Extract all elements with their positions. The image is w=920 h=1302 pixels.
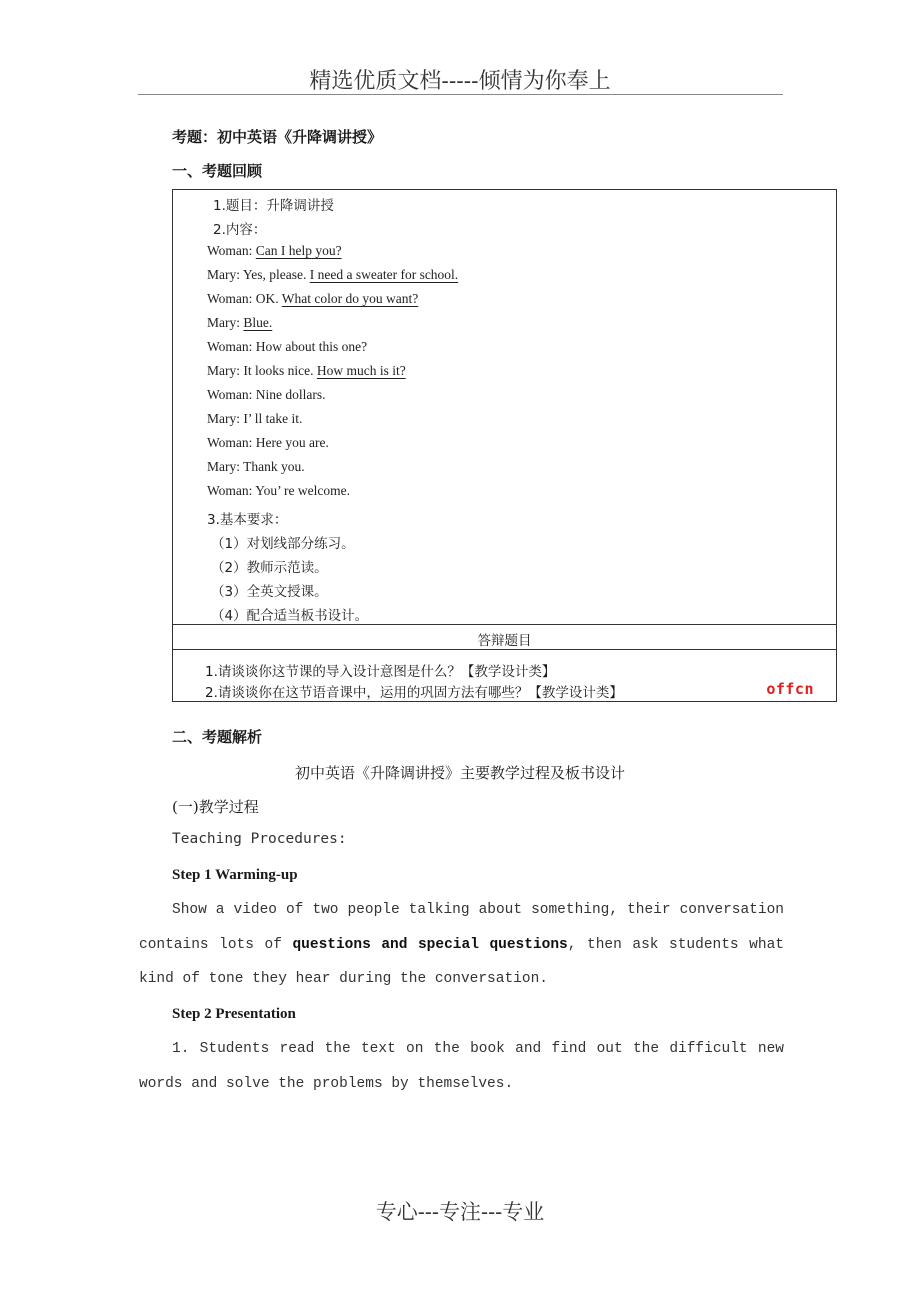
answer-section-title: 答辩题目 xyxy=(477,633,532,649)
speaker: Mary: xyxy=(207,459,244,474)
footer-text: 专心---专注---专业 xyxy=(375,1200,545,1224)
answer-question: 2.请谈谈你在这节语音课中，运用的巩固方法有哪些？【教学设计类】 xyxy=(205,685,623,701)
dialogue-line xyxy=(207,315,272,331)
speaker: Woman: xyxy=(207,291,256,306)
speaker: Woman: xyxy=(207,435,256,450)
requirement-item: （2）教师示范读。 xyxy=(211,560,328,576)
step-2-title: Step 2 Presentation xyxy=(172,1006,296,1022)
dialogue-line xyxy=(207,435,329,451)
speaker: Mary: xyxy=(207,315,244,330)
line-text: You’ re welcome. xyxy=(255,483,351,498)
section-1-title: 一、考题回顾 xyxy=(172,162,263,180)
dialogue-line xyxy=(207,411,302,427)
requirement-item: （3）全英文授课。 xyxy=(211,584,328,600)
step-1-title: Step 1 Warming-up xyxy=(172,867,298,883)
line-text: OK. xyxy=(255,291,282,306)
box-divider xyxy=(173,624,836,625)
section-2-title: 二、考题解析 xyxy=(172,728,263,746)
question-item-2: 2.内容： xyxy=(213,222,267,238)
dialogue-line xyxy=(207,363,406,379)
document-heading: 初中英语《升降调讲授》主要教学过程及板书设计 xyxy=(294,764,625,782)
step-1-paragraph xyxy=(139,893,784,997)
question-item-1: 1.题目：升降调讲授 xyxy=(213,198,334,214)
question-box xyxy=(172,189,837,702)
paragraph-text: , then ask students what kind of tone they hear during the conversation. xyxy=(139,936,784,987)
requirement-item: （4）配合适当板书设计。 xyxy=(211,608,369,624)
dialogue-line xyxy=(207,339,367,355)
underlined-text: I need a sweater for school. xyxy=(309,267,459,282)
dialogue-line xyxy=(207,459,305,475)
subsection-title: (一)教学过程 xyxy=(172,798,259,816)
speaker: Woman: xyxy=(207,339,256,354)
underlined-text: How much is it? xyxy=(316,363,406,378)
speaker: Woman: xyxy=(207,243,256,258)
speaker: Mary: xyxy=(207,267,243,282)
underlined-text: What color do you want? xyxy=(281,291,419,306)
header-title: 精选优质文档-----倾情为你奉上 xyxy=(309,69,611,94)
line-text: How about this one? xyxy=(255,339,368,354)
speaker: Woman: xyxy=(207,483,256,498)
dialogue-line xyxy=(207,291,418,307)
dialogue-line xyxy=(207,387,326,403)
underlined-text: Can I help you? xyxy=(255,243,342,258)
teaching-procedures-label: Teaching Procedures: xyxy=(172,831,347,847)
line-text: Nine dollars. xyxy=(255,387,326,402)
underlined-text: Blue. xyxy=(243,315,273,330)
line-text: It looks nice. xyxy=(243,363,317,378)
requirement-item: （1）对划线部分练习。 xyxy=(211,536,355,552)
header-rule xyxy=(138,94,783,95)
line-text: I’ ll take it. xyxy=(243,411,303,426)
dialogue-line xyxy=(207,267,458,283)
offcn-logo: offcn xyxy=(766,680,814,698)
line-text: Thank you. xyxy=(243,459,305,474)
line-text: Here you are. xyxy=(255,435,329,450)
speaker: Mary: xyxy=(207,411,244,426)
step-2-paragraph: 1. Students read the text on the book and find out the difficult new words and solve the problems by themselves. xyxy=(139,1041,784,1092)
topic-title: 考题：初中英语《升降调讲授》 xyxy=(172,128,383,146)
paragraph-text: Show a video of two people talking about something, their conversation contains lots of xyxy=(139,902,784,953)
bold-text: questions and special questions xyxy=(292,936,568,953)
speaker: Mary: xyxy=(207,363,244,378)
answer-question: 1.请谈谈你这节课的导入设计意图是什么？【教学设计类】 xyxy=(205,664,556,680)
dialogue-line xyxy=(207,483,350,499)
box-divider xyxy=(173,649,836,650)
speaker: Woman: xyxy=(207,387,256,402)
question-item-3: 3.基本要求： xyxy=(207,512,288,528)
dialogue-line xyxy=(207,243,342,259)
line-text: Yes, please. xyxy=(242,267,310,282)
